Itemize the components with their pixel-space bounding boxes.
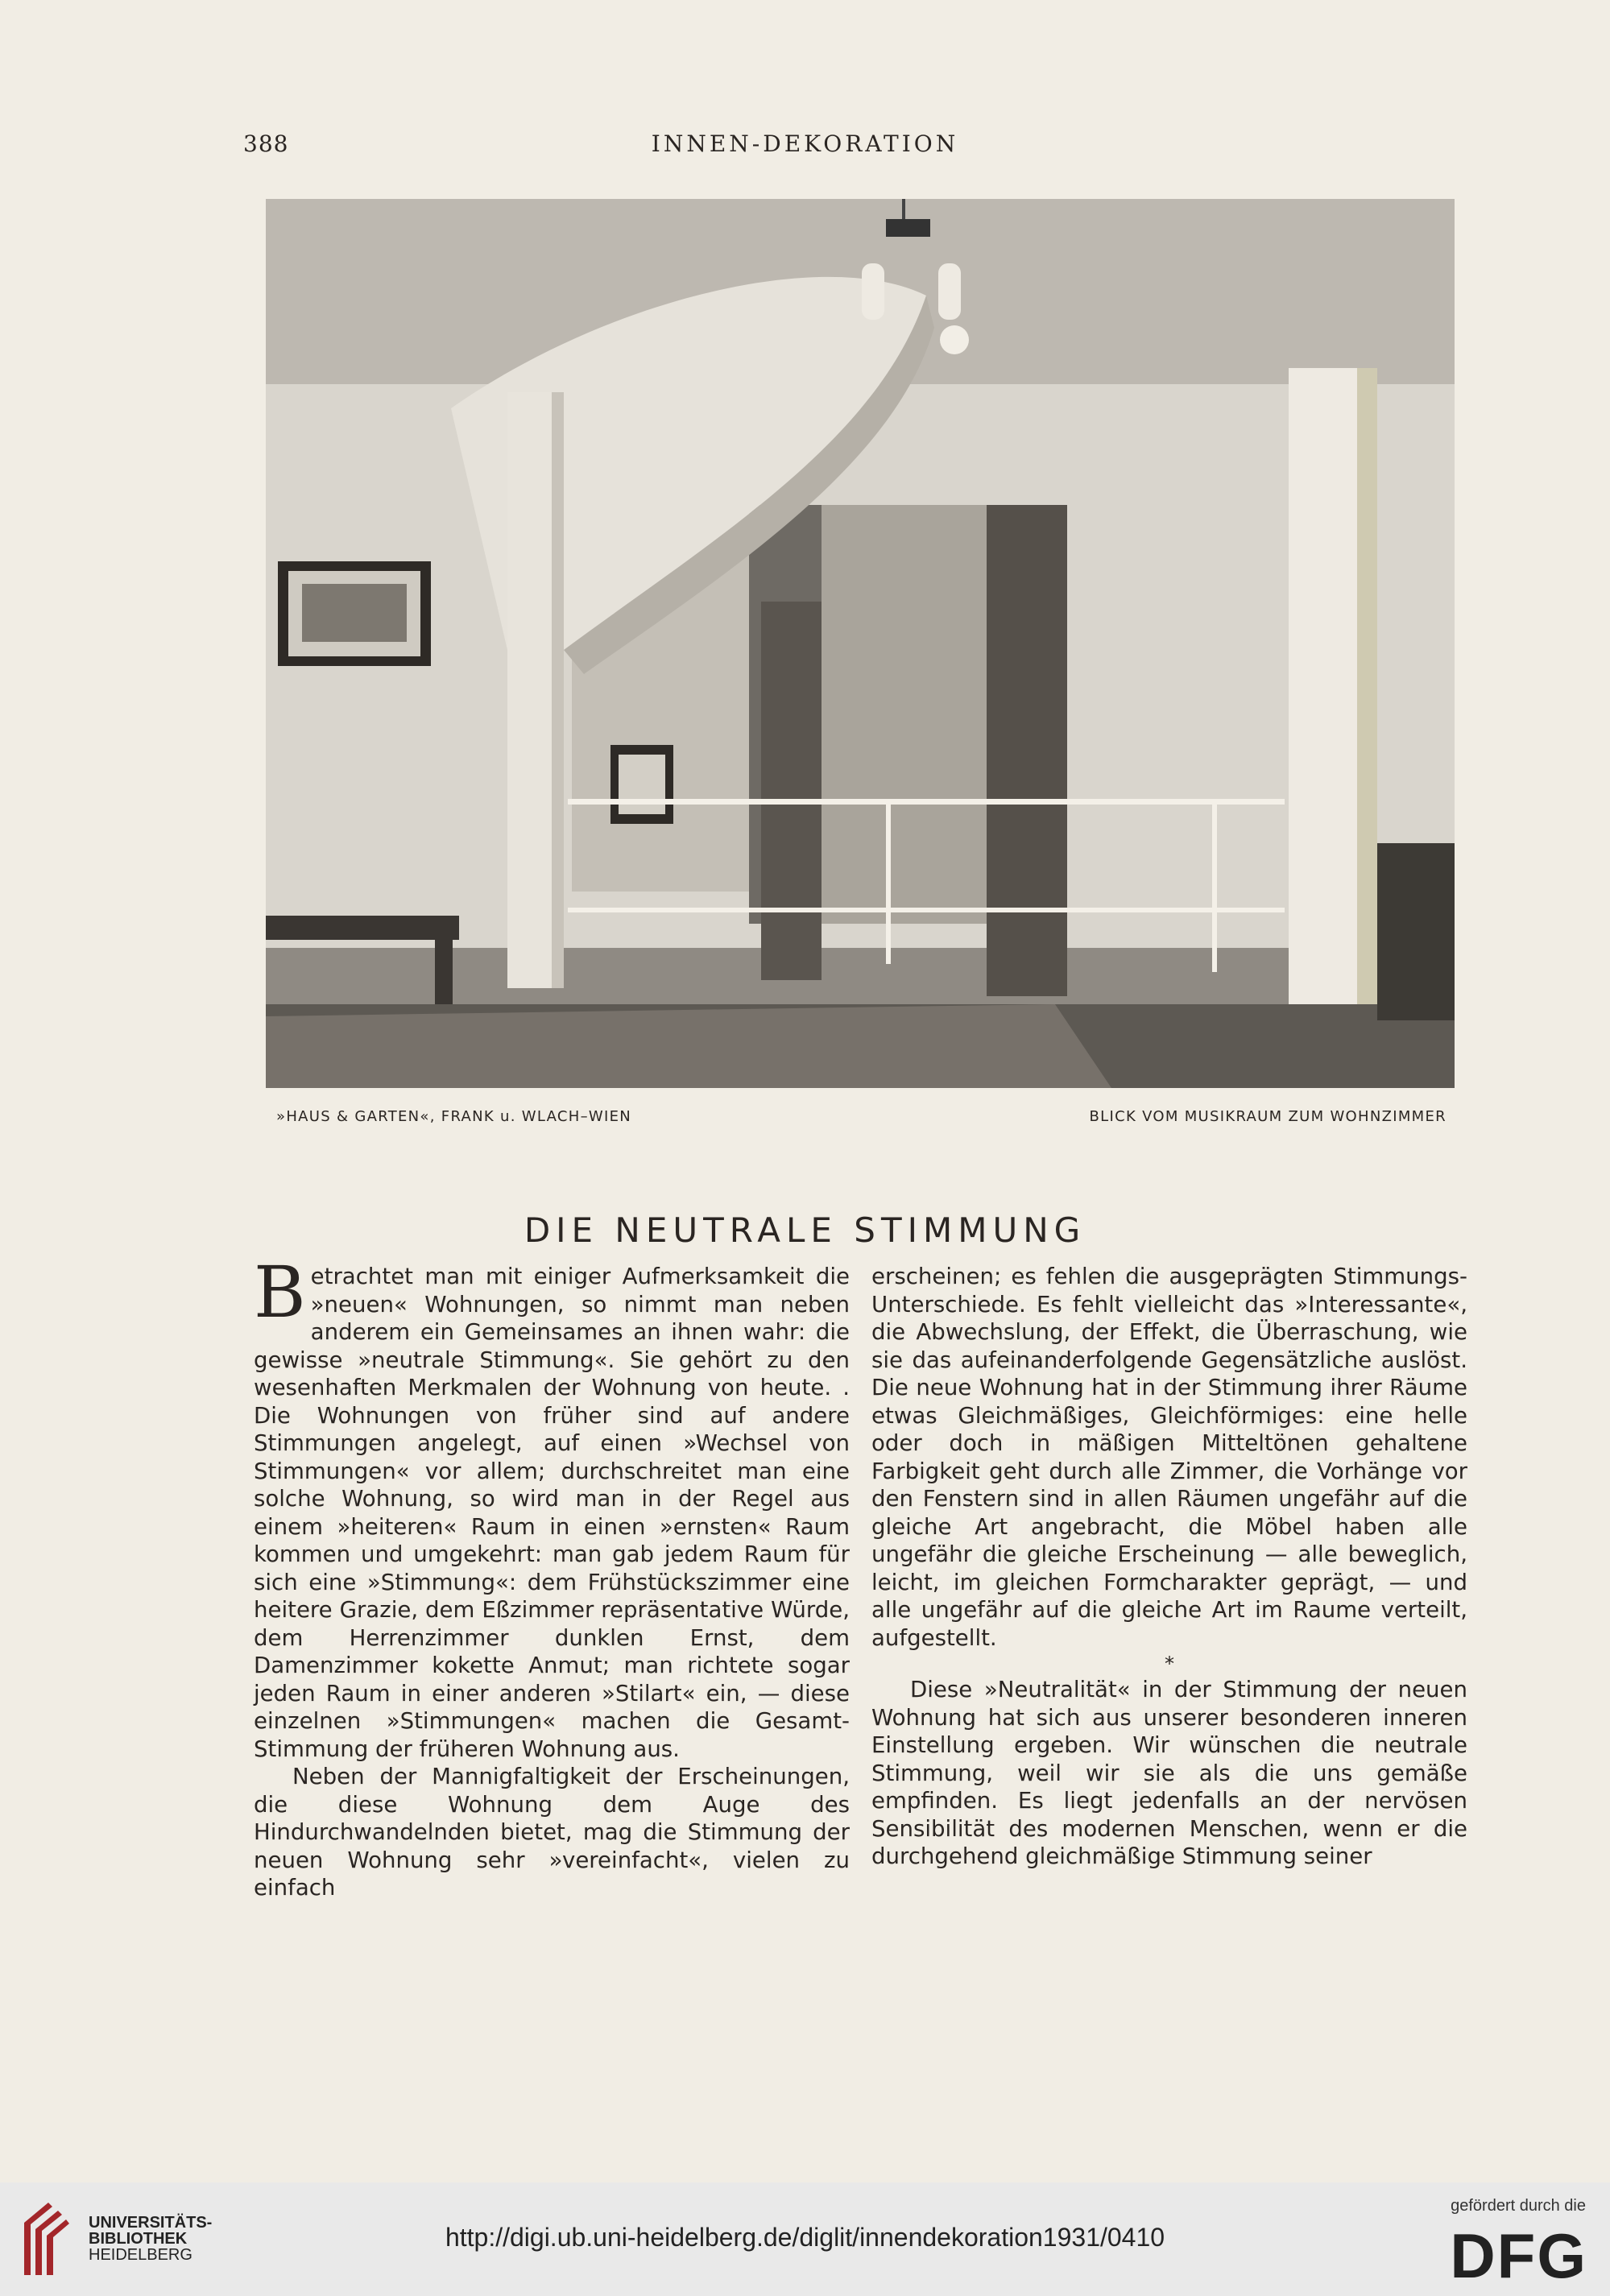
paragraph: Neben der Mannigfaltigkeit der Erscheinungen, die diese Wohnung dem Auge des Hindurchwandelnden bietet, mag die Stimmung der neuen Wohnung sehr »vereinfacht«, vielen zu einfach	[254, 1763, 850, 1901]
photo-caption-credit: »HAUS & GARTEN«, FRANK u. WLACH–WIEN	[276, 1108, 632, 1125]
article-title: DIE NEUTRALE STIMMUNG	[524, 1210, 1086, 1250]
paragraph-text: etrachtet man mit einiger Aufmerksamkeit die »neuen« Wohnungen, so nimmt man neben anderem ein Gemeinsames an ihnen wahr: die gewisse »neutrale Stimmung«. Sie gehört zu den wesenhaften Merkmalen der Wohnung von heute. . Die Wohnungen von früher sind auf andere Stimmungen angelegt, auf einen »Wechsel von Stimmungen« vor allem; durchschreitet man eine solche Wohnung, so wird man in der Regel aus einem »heiteren« Raum in einen »ernsten« Raum kommen und umgekehrt: man gab jedem Raum für sich eine »Stimmung«: dem Frühstückszimmer eine heitere Grazie, dem Eßzimmer repräsentative Würde, dem Herrenzimmer dunklen Ernst, dem Damenzimmer kokette Anmut; man richtete sogar jeden Raum in einer anderen »Stilart« ein, — diese einzelnen »Stimmungen« machen die Gesamt-Stimmung der früheren Wohnung aus.	[254, 1263, 850, 1762]
funding-text: gefördert durch die	[1451, 2197, 1586, 2215]
drop-cap: B	[254, 1251, 306, 1334]
photo-illustration	[266, 199, 1455, 1088]
library-name-line: BIBLIOTHEK	[89, 2230, 188, 2248]
photo-caption-description: BLICK VOM MUSIKRAUM ZUM WOHNZIMMER	[1089, 1108, 1447, 1125]
digital-copy-link[interactable]: http://digi.ub.uni-heidelberg.de/diglit/innendekoration1931/0410	[445, 2223, 1165, 2252]
paragraph: Diese »Neutralität« in der Stimmung der neuen Wohnung hat sich aus unserer besonderen inneren Einstellung ergeben. Wir wünschen die neutrale Stimmung, weil wir sie als die uns gemäße empfinden. Es liegt jedenfalls an der nervösen Sensibilität des modernen Menschen, wenn er die durchgehend gleichmäßige Stimmung seiner	[871, 1676, 1467, 1869]
paragraph	[254, 1251, 850, 1763]
page-number: 388	[243, 130, 289, 157]
dfg-logo: DFG	[1450, 2220, 1587, 2291]
section-separator-star: *	[1165, 1653, 1174, 1675]
text-column-right	[871, 1263, 1467, 1871]
digitization-footer	[0, 2182, 1610, 2296]
text-column-left	[254, 1251, 850, 1902]
paragraph: erscheinen; es fehlen die ausgeprägten Stimmungs-Unterschiede. Es fehlt vielleicht das »Interessante«, die Abwechslung, der Effekt, die Überraschung, wie sie das aufeinanderfolgende Gegensätzliche auslöst. Die neue Wohnung hat in der Stimmung ihrer Räume etwas Gleichmäßiges, Gleichförmiges: eine helle oder doch in mäßigen Mitteltönen gehaltene Farbigkeit geht durch alle Zimmer, die Vorhänge vor den Fenstern sind in allen Räumen ungefähr auf die gleiche Art angebracht, die Möbel haben alle ungefähr die gleiche Erscheinung — alle beweglich, leicht, im gleichen Formcharakter geprägt, — und alle ungefähr auf die gleiche Art im Raume verteilt, aufgestellt.	[871, 1263, 1467, 1651]
library-name-line: HEIDELBERG	[89, 2246, 192, 2264]
library-name-line: UNIVERSITÄTS-	[89, 2214, 213, 2232]
interior-photograph	[266, 199, 1455, 1088]
running-title: INNEN-DEKORATION	[651, 130, 959, 157]
